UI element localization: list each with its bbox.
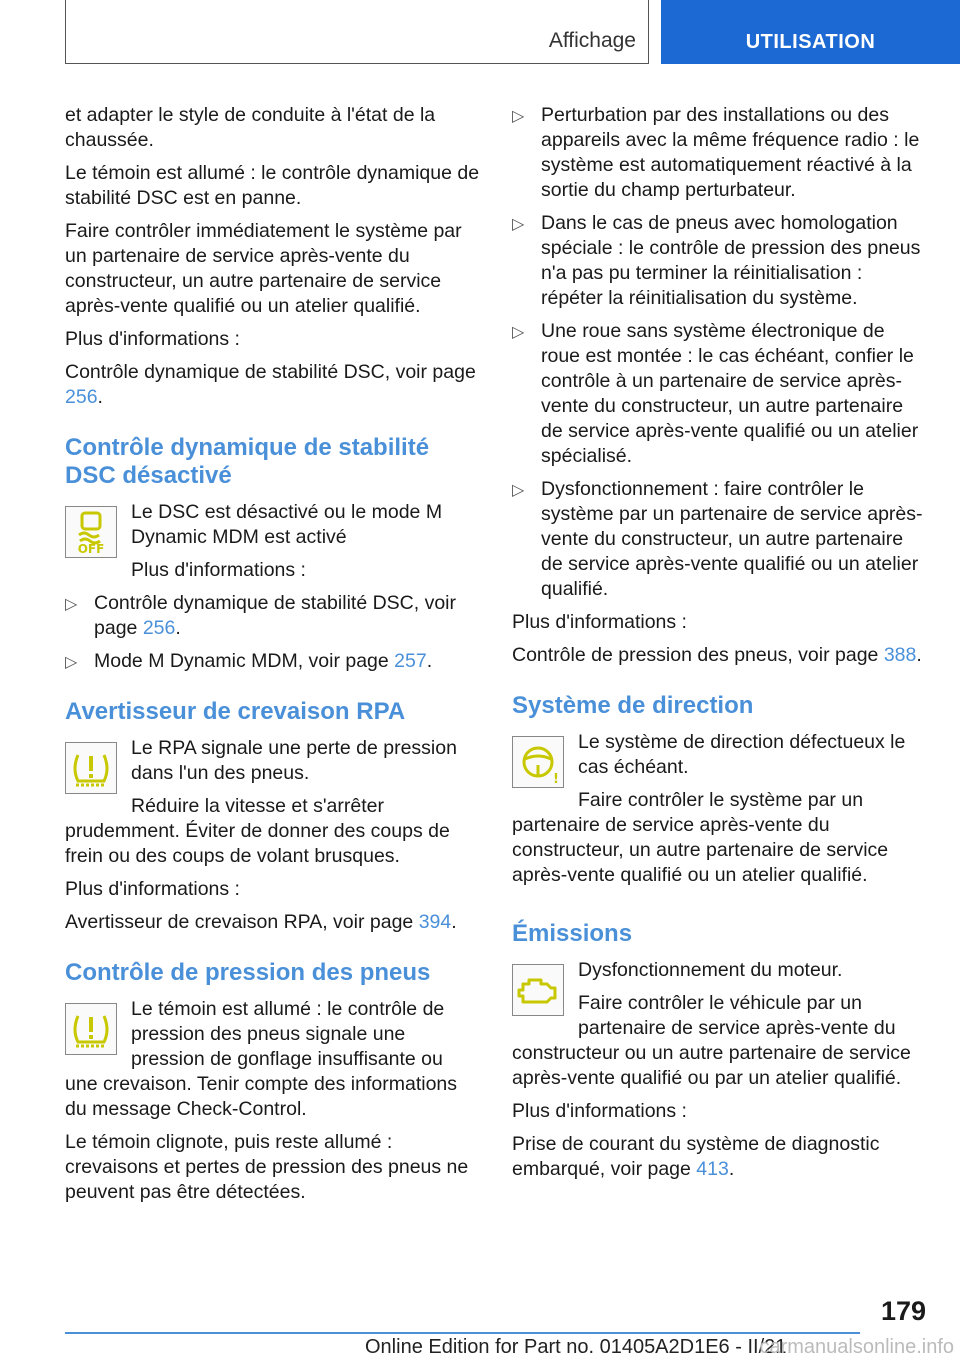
heading-steering: Système de direction [512, 692, 754, 719]
paragraph: Plus d'informations : [131, 559, 306, 581]
dsc-off-block [65, 500, 480, 591]
paragraph: Le système de direction défectueux le cas échéant. [578, 731, 906, 778]
paragraph: Contrôle dynamique de stabilité DSC, voir page 256. [65, 361, 476, 408]
list-item: ▷ Dysfonctionnement : faire contrôler le système par un partenaire de service après-vente du constructeur, un autre partenaire de service après-vente qualifié ou un atelier qualifié. [512, 478, 923, 600]
paragraph: Réduire la vitesse et s'arrêter prudemment. Éviter de donner des coups de frein ou des coups de volant brusques. [65, 795, 450, 867]
cause-list [512, 103, 924, 602]
heading-emissions: Émissions [512, 920, 633, 947]
paragraph: Faire contrôler le système par un partenaire de service après-vente du constructeur, un autre partenaire de service après-vente qualifié ou un atelier qualifié. [512, 789, 889, 886]
left-column [65, 103, 480, 1213]
paragraph: Prise de courant du système de diagnostic embarqué, voir page 413. [512, 1133, 880, 1180]
page-number: 179 [880, 1296, 926, 1326]
page-link[interactable]: 413 [696, 1158, 729, 1180]
paragraph: et adapter le style de conduite à l'état de la chaussée. [65, 104, 436, 151]
paragraph: Le témoin clignote, puis reste allumé : crevaisons et pertes de pression des pneus ne peuvent pas être détectées. [65, 1131, 469, 1203]
tpm-block [65, 997, 480, 1130]
paragraph: Faire contrôler immédiatement le système par un partenaire de service après-vente du constructeur, un autre partenaire de service après-vente qualifié ou un atelier qualifié. [65, 220, 462, 317]
paragraph: Plus d'informations : [65, 328, 240, 350]
page-link[interactable]: 256 [142, 617, 176, 639]
tire-pressure-warning-icon [65, 742, 117, 794]
header-section-box [65, 0, 649, 64]
triangle-bullet-icon: ▷ [65, 596, 78, 613]
paragraph: Plus d'informations : [512, 611, 687, 633]
header-section-title: Affichage [548, 29, 636, 52]
list-item: ▷ Une roue sans système électronique de roue est montée : le cas échéant, confier le contrôle à un partenaire de service après-vente du constructeur, un autre partenaire de service après-vente qualifié ou un atelier spécialisé. [512, 320, 919, 467]
page-link[interactable]: 256 [65, 386, 98, 408]
paragraph: Le DSC est désactivé ou le mode M Dynamic MDM est activé [131, 501, 443, 548]
list-item: ▷ Dans le cas de pneus avec homologation spéciale : le contrôle de pression des pneus n'a pas pu terminer la réinitialisation : répéter la réinitialisation du système. [512, 212, 921, 309]
list-item: ▷ Perturbation par des installations ou des appareils avec la même fréquence radio : le système est automatiquement réactivé à la sortie du champ perturbateur. [512, 104, 920, 201]
right-column [512, 103, 924, 1190]
tire-pressure-warning-icon [65, 1003, 117, 1055]
rpa-block [65, 736, 480, 877]
triangle-bullet-icon: ▷ [512, 324, 525, 341]
watermark-text: carmanualsonline.info [759, 1336, 954, 1358]
triangle-bullet-icon: ▷ [512, 108, 525, 125]
footer-divider [65, 1332, 860, 1334]
page-link[interactable]: 394 [418, 911, 452, 933]
triangle-bullet-icon: ▷ [512, 216, 525, 233]
paragraph: Plus d'informations : [512, 1100, 687, 1122]
header-chapter-label: UTILISATION [745, 31, 876, 53]
edition-text: Online Edition for Part no. 01405A2D1E6 - II/21 [365, 1336, 787, 1358]
steering-warning-icon [512, 736, 564, 788]
list-item: ▷ Mode M Dynamic MDM, voir page 257. [65, 649, 480, 674]
triangle-bullet-icon: ▷ [65, 654, 78, 671]
page-link[interactable]: 388 [883, 644, 917, 666]
heading-dsc-off: Contrôle dynamique de stabilité DSC désactivé [65, 434, 430, 489]
svg-text:!: ! [553, 772, 559, 785]
svg-text:OFF: OFF [77, 542, 105, 555]
paragraph: Le témoin est allumé : le contrôle de pression des pneus signale une pression de gonflage insuffisante ou une crevaison. Tenir compte des informations du message Check-Control. [65, 998, 458, 1120]
heading-rpa: Avertisseur de crevaison RPA [65, 698, 406, 725]
paragraph: Faire contrôler le véhicule par un partenaire de service après-vente du constructeur ou un autre partenaire de service après-vente qualifié ou par un atelier qualifié. [512, 992, 911, 1089]
paragraph: Plus d'informations : [65, 878, 240, 900]
emissions-block [512, 958, 924, 1099]
paragraph: Contrôle de pression des pneus, voir page 388. [512, 644, 922, 666]
triangle-bullet-icon: ▷ [512, 482, 525, 499]
header-chapter-tab[interactable] [661, 0, 960, 64]
paragraph: Le témoin est allumé : le contrôle dynamique de stabilité DSC est en panne. [65, 162, 480, 209]
reference-list [65, 591, 480, 674]
paragraph: Avertisseur de crevaison RPA, voir page 394. [65, 911, 457, 933]
list-item: ▷ Contrôle dynamique de stabilité DSC, voir page 256. [65, 592, 457, 639]
dsc-off-icon [65, 506, 117, 558]
steering-block [512, 730, 924, 896]
heading-tire-pressure: Contrôle de pression des pneus [65, 959, 431, 986]
engine-check-icon [512, 964, 564, 1016]
paragraph: Le RPA signale une perte de pression dans l'un des pneus. [131, 737, 457, 784]
page-link[interactable]: 257 [394, 650, 427, 672]
paragraph: Dysfonctionnement du moteur. [578, 959, 843, 981]
